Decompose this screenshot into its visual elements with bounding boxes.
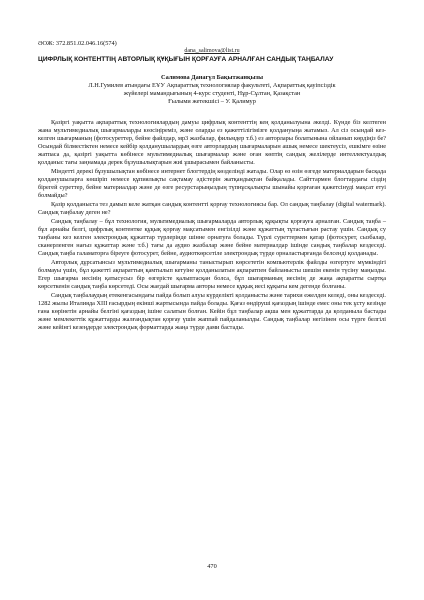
paper-body <box>38 119 386 332</box>
paragraph-3: Қазір қолданыста тез дамып келе жатқан сандық контентті қорғау технологиясы бар. Ол сандық таңбалау (digital watermark). Сандық таңбалау деген не? <box>38 200 386 216</box>
paper-page <box>38 40 386 333</box>
author-email[interactable]: dana_salimova@list.ru <box>184 48 240 54</box>
paragraph-2: Міндетті дерекі бұзушылықтан көбінесе интернет блогтердің көзделінді жатады. Олар өз өзін өзгеде материалдарын басқада қолданушыларға көшіріп немесе құпиялықты сақтамау әдістерін жатқандықтан байқалады. Сайттармен блогтардағы сіздің бірегей суреттер, бейне материалдар және де өзге ресурстарыңыздың түпнұсқалықты шынайы қорғаған қажетсінуді мақсат етуі болмайды? <box>38 167 386 199</box>
paragraph-5: Авторлық дұрсатынсыз мультимедиалық шығарманы таныстырып көрсететін компьютерлік файлды өзгертуге мүмкіндігі болмауы үшін, бұл қажетті ақпараттың қамтылып кетуіне қолданылатын ақпаратпен байланысты шешім екенін түсіну маңызды. Егер шығарма иесінің қатысусыз бір өзгерісте қалыптасқан болса, бұл шығарманың иесінің де жаңа ақпаратты сыртқа көрсеткенін сандық таңба көрсетеді. Осы жағдай шығарма авторы немесе құқық иесі құқығы кем дегенде болғаны. <box>38 258 386 290</box>
paragraph-6: Сандық таңбалаудың етекенгасындағы пайда болып алуы күрделікті қолданысты және тарихи ежелден келеді, оны кездеседі. 1282 жылы Италияда XIII ғасырдың екінші жартысында пайда болады. Қағаз өндіруші қағаздың ішінде емес оны тек ұсту кезінде ғана көрінетін арнайы белгіні қағаздың ішіне салатын болған. Кейін бұл таңбалар ақша мен құжаттарда да қолданыла бастады және мемлекеттік құжаттарды жалғандықтан қорғау үшін жаппай пайдаланылды. Сандық таңбалар негізінен осы түрге белгілі және кейінгі кезеңдерде электрондық форматтарда жаңа түрде дами бастады. <box>38 291 386 331</box>
udk-code: ӘОЖ: 372.851.02.046.16(574) <box>38 40 117 47</box>
paper-title: ЦИФРЛЫҚ КОНТЕНТТІҢ АВТОРЛЫҚ ҚҰҚЫҒЫН ҚОРҒАУҒА АРНАЛҒАН САНДЫҚ ТАҢБАЛАУ <box>38 56 334 63</box>
page-number: 470 <box>207 563 217 570</box>
paragraph-4: Сандық таңбалау – бұл технология, мультимедиалық шығармаларда авторлық құқықты қорғауға арналған. Сандық таңба – бұл арнайы белгі, цифрлық контентке құқық қорғау мақсатымен енгізілді және құжаттың тұтастығын растау үшін. Сандық су таңбаны кез келген электрондық құжаттар түрлерінде шінне орнатуға болады. Түрлі суреттермен қатар (фотосурет, сызбалар, сканерленген нағыз құжаттар және т.б.) тағы да аудио жазбалар және бейне материалдар ішінде сандық таңбалар кездеседі. Сандық таңба галаматорға біреуге фотосурет, бейне, аудиоткөрсетіле электрондық түрде орналастырғанда белсенді қолданады. <box>38 218 386 257</box>
affiliation-line-1: Л.Н.Гумилев атындағы ЕҰУ Ақпараттық технологиялар факультеті, Ақпараттық қауіпсіздік <box>88 82 336 89</box>
affiliation-line-2: жүйелері мамандығының 4-курс студенті, Нұр-Сұлтан, Қазақстан <box>123 90 301 97</box>
supervisor: Ғылыми жетекшісі – У. Қалимур <box>168 98 256 105</box>
paragraph-1: Қазіргі уақытта ақпараттық технологиялардың дамуы цифрлық контенттің кең қолданылуына әкелді. Күнде біз келтеген жана мультимедиалық шығармаларды көзсіңіреміз, және оларды ез қажеттілігімізге қолдануыңа жатамыз. Ал сіз осындай кез-келген шығарманың (фотосуреттер, бейне файлдар, мр3 жазбалар, фильмдер т.б.) ез авторлары болатынына ойланып көрдіңіз бе? Осындай білместіктен немесе кейбір қолданушылардың өзге авторлардың шығармаларын ашық немесе шектеусіз, ешкімге өзіне жатпаса да, қазіргі уақытта көбінесе мультимедиалық шығармалар және оған көптің сандық желілерде интеллектуалдық қолданыс тағы заңнамада дерек бұзушылықтарын жиі ұшырасымен байланысты. <box>38 119 386 166</box>
author-name: Салимова Данагүл Бақытжанқызы <box>161 74 263 81</box>
